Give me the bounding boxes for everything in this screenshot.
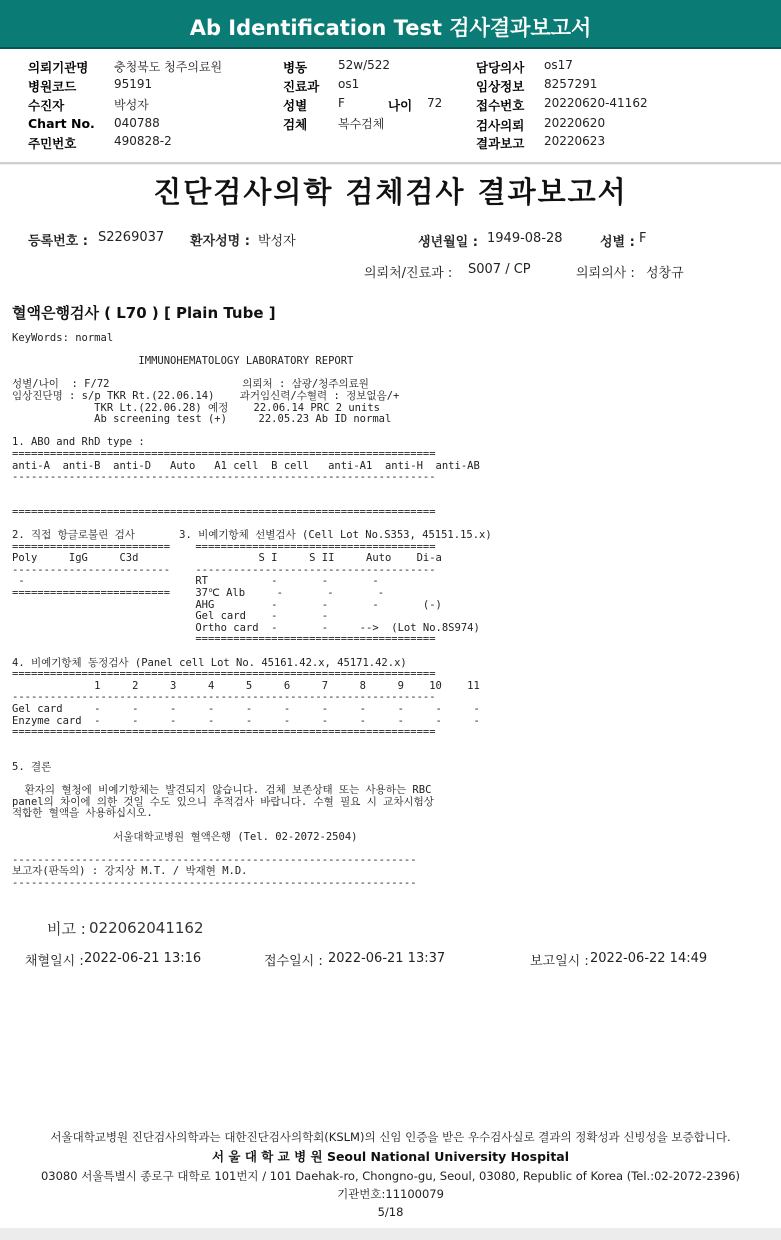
header-value: 충청북도 청주의료원 — [114, 60, 223, 74]
patient-name-label: 환자성명 : — [190, 234, 250, 249]
report-line: 보고자(판독의) : 강지상 M.T. / 박재현 M.D. — [12, 865, 248, 878]
header-label: 주민번호 — [28, 136, 77, 151]
report-line: 1 2 3 4 5 6 7 8 9 10 11 — [12, 679, 480, 692]
report-line: ---------------------------------------------------------------- — [12, 853, 417, 866]
lab-report-body — [12, 333, 512, 890]
organization-code: 기관번호:11100079 — [337, 1187, 444, 1201]
header-label: 병동 — [283, 60, 308, 75]
report-line: IMMUNOHEMATOLOGY LABORATORY REPORT — [12, 355, 354, 368]
header-label: 의뢰기관명 — [28, 60, 89, 75]
header-label: Chart No. — [28, 116, 95, 131]
report-line — [12, 739, 512, 751]
report-line: 적합한 혈액을 사용하십시오. — [12, 807, 153, 820]
reported-value: 2022-06-22 14:49 — [590, 951, 708, 966]
certification-note: 서울대학교병원 진단검사의학과는 대한진단검사의학회(KSLM)의 신임 인증을 받은 우수검사실로 결과의 정확성과 신빙성을 보증합니다. — [50, 1130, 731, 1144]
bottom-strip — [0, 1228, 781, 1240]
report-line: KeyWords: normal — [12, 332, 114, 344]
report-line: =================================================================== — [12, 668, 436, 681]
doctor-label: 의뢰의사 : — [576, 266, 635, 281]
banner-title: Ab Identification Test 검사결과보고서 — [189, 16, 592, 40]
report-line — [12, 646, 512, 658]
header-value: F — [338, 96, 345, 110]
report-line: AHG - - - (-) — [12, 598, 442, 611]
report-line — [12, 750, 512, 762]
section-title: 혈액은행검사 ( L70 ) [ Plain Tube ] — [12, 304, 276, 322]
reported-label: 보고일시 : — [530, 954, 589, 969]
report-line: 2. 직접 항글로불린 검사 3. 비예기항체 선별검사 (Cell Lot No.S353, 45151.15.x) — [12, 529, 492, 542]
report-line: Poly IgG C3d S I S II Auto Di-a — [12, 552, 442, 565]
report-line: 5. 결론 — [12, 760, 52, 773]
received-value: 2022-06-21 13:37 — [328, 951, 446, 966]
header-label: 검체 — [283, 117, 308, 132]
header-value: os17 — [544, 58, 573, 72]
header-label: 임상정보 — [476, 79, 525, 94]
report-title: 진단검사의학 검체검사 결과보고서 — [153, 175, 628, 209]
header-value: 52w/522 — [338, 58, 391, 72]
report-line: Enzyme card - - - - - - - - - - - — [12, 714, 480, 727]
report-line: Gel card - - — [12, 610, 329, 623]
header-label: 수진자 — [28, 98, 65, 113]
report-line: ------------------------------------------------------------------- — [12, 471, 436, 484]
header-value: 95191 — [114, 77, 153, 91]
report-line: ====================================== — [12, 633, 436, 646]
dob-label: 생년월일 : — [418, 235, 478, 250]
header-label: 검사의뢰 — [476, 118, 525, 133]
report-line: Ab screening test (+) 22.05.23 Ab ID normal — [12, 413, 392, 426]
report-line: =================================================================== — [12, 447, 436, 460]
report-line: Ortho card - - --> (Lot No.8S974) — [12, 621, 480, 634]
report-line: =================================================================== — [12, 726, 436, 739]
header-label: 진료과 — [283, 79, 320, 94]
report-line: 서울대학교병원 혈액은행 (Tel. 02-2072-2504) — [12, 830, 358, 843]
report-line: 임상진단명 : s/p TKR Rt.(22.06.14) 과거임신력/수혈력 : 정보없음/+ — [12, 389, 400, 402]
received-label: 접수일시 : — [264, 954, 323, 969]
patient-name-value: 박성자 — [258, 234, 296, 249]
hospital-name: 서 울 대 학 교 병 원 Seoul National University Hospital — [211, 1149, 570, 1164]
report-line: Gel card - - - - - - - - - - - — [12, 703, 480, 715]
header-value: 복수검체 — [338, 117, 385, 131]
report-line: 환자의 혈청에 비예기항체는 발견되지 않습니다. 검체 보존상태 또는 사용하는 RBC — [12, 784, 432, 797]
header-label: 담당의사 — [476, 60, 525, 75]
report-line: 성별/나이 : F/72 의뢰처 : 삼광/청주의료원 — [12, 378, 369, 391]
header-value: 20220623 — [544, 134, 606, 148]
dob-value: 1949-08-28 — [487, 231, 563, 246]
header-value: 20220620-41162 — [544, 96, 648, 110]
reg-no-value: S2269037 — [98, 230, 165, 245]
remarks-label: 비고 : — [47, 920, 86, 938]
report-line — [12, 843, 512, 855]
report-line: panel의 차이에 의한 것일 수도 있으니 추적검사 바랍니다. 수혈 필요 시 교차시험상 — [12, 795, 434, 808]
sex-value: F — [639, 231, 647, 246]
header-value: 박성자 — [114, 98, 149, 112]
report-line: ------------------------- -------------------------------------- — [12, 563, 436, 576]
report-line: ---------------------------------------------------------------- — [12, 876, 417, 889]
report-line — [12, 484, 512, 496]
reg-no-label: 등록번호 : — [28, 234, 88, 249]
report-line — [12, 820, 512, 832]
sex-label: 성별 : — [600, 235, 635, 250]
page-number: 5/18 — [377, 1205, 404, 1219]
report-line: anti-A anti-B anti-D Auto A1 cell B cell anti-A1 anti-H anti-AB — [12, 459, 480, 472]
report-line: - RT - - - — [12, 575, 379, 588]
hospital-address: 03080 서울특별시 종로구 대학로 101번지 / 101 Daehak-ro, Chongno-gu, Seoul, 03080, Republic of Korea (Tel.:02-2072-2396) — [40, 1169, 741, 1183]
header-label: 병원코드 — [28, 79, 77, 94]
header-label: 결과보고 — [476, 136, 525, 151]
header-label: 나이 — [388, 98, 413, 113]
report-line: ========================= ====================================== — [12, 540, 436, 553]
remarks-value: 022062041162 — [89, 919, 204, 937]
dept-value: S007 / CP — [468, 262, 531, 277]
header-divider — [0, 162, 781, 165]
header-value: 72 — [427, 96, 443, 110]
doctor-value: 성창규 — [646, 266, 684, 281]
report-line: ------------------------------------------------------------------- — [12, 691, 436, 704]
report-line: =================================================================== — [12, 505, 436, 518]
report-line: ========================= 37℃ Alb - - - — [12, 587, 385, 600]
report-line: 4. 비예기항체 동정검사 (Panel cell Lot No. 45161.42.x, 45171.42.x) — [12, 656, 407, 669]
collected-value: 2022-06-21 13:16 — [84, 951, 202, 966]
header-value: 490828-2 — [114, 134, 172, 148]
collected-label: 채혈일시 : — [25, 954, 84, 969]
header-value: os1 — [338, 77, 360, 91]
report-line: 1. ABO and RhD type : — [12, 436, 145, 449]
header-value: 040788 — [114, 116, 160, 130]
header-value: 20220620 — [544, 116, 606, 130]
header-label: 접수번호 — [476, 98, 525, 113]
header-value: 8257291 — [544, 77, 598, 91]
report-line: TKR Lt.(22.06.28) 예정 22.06.14 PRC 2 units — [12, 401, 380, 414]
dept-label: 의뢰처/진료과 : — [364, 266, 453, 281]
header-label: 성별 — [283, 98, 308, 113]
